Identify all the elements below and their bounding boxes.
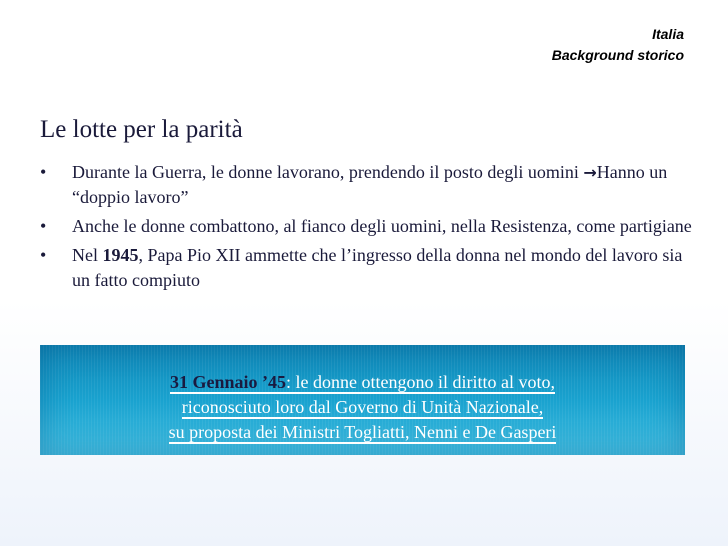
bullet-dot: • (40, 162, 47, 182)
bullet-year: 1945 (102, 245, 139, 265)
bullet-text-cont: , Papa Pio XII ammette che l’ingresso della donna nel mondo del lavoro sia un fatto compiuto (72, 245, 683, 290)
header-country: Italia (652, 26, 684, 42)
header-subtitle: Background storico (551, 47, 684, 63)
bullet-text-cont: Hanno un “doppio lavoro” (72, 162, 668, 207)
callout-date: 31 Gennaio ’45 (170, 372, 287, 392)
bullet-dot: • (40, 245, 47, 265)
callout-line-3: su proposta dei Ministri Togliatti, Nenni e De Gasperi (168, 422, 557, 442)
bullet-item (40, 243, 700, 293)
arrow-right-icon: → (583, 163, 597, 182)
slide-title: Le lotte per la parità (40, 116, 243, 143)
callout-line-1-text: : le donne ottengono il diritto al voto, (286, 372, 555, 392)
bullet-text: Anche le donne combattono, al fianco degli uomini, nella Resistenza, come partigiane (72, 216, 692, 236)
bullet-list (40, 160, 700, 297)
bullet-item (40, 160, 700, 210)
bullet-text: Durante la Guerra, le donne lavorano, prendendo il posto degli uomini (72, 162, 584, 182)
callout-box (40, 345, 685, 455)
bullet-item (40, 214, 700, 239)
bullet-dot: • (40, 216, 47, 236)
slide-header (552, 24, 684, 66)
bullet-text: Nel (72, 245, 103, 265)
callout-line-2: riconosciuto loro dal Governo di Unità Nazionale, (181, 397, 544, 417)
callout-line-1 (40, 370, 685, 395)
